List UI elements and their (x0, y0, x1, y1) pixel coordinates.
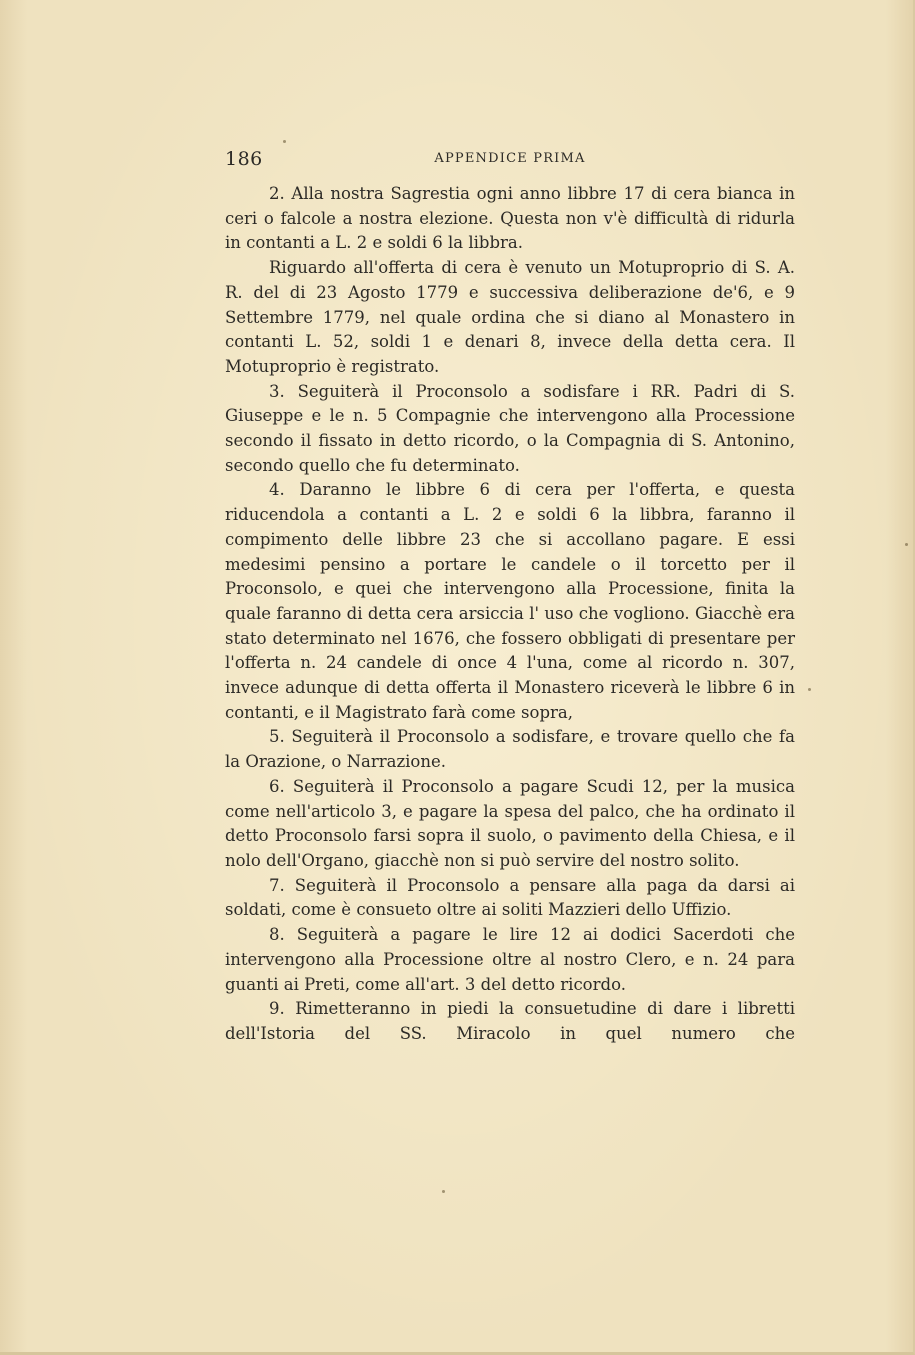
paragraph-motuproprio: Riguardo all'offerta di cera è venuto un Motuproprio di S. A. R. del di 23 Agosto 1779 e successiva deliberazione de'6, e 9 Settembre 1779, nel quale ordina che si diano al Monastero in contanti L. 52, soldi 1 e denari 8, invece della detta cera. Il Motuproprio è registrato. (225, 258, 795, 376)
running-title: APPENDICE PRIMA (434, 151, 586, 166)
paper-speck (905, 543, 908, 546)
body-text (225, 182, 795, 1047)
paragraph-item-7: 7. Seguiterà il Proconsolo a pensare alla paga da darsi ai soldati, come è consueto oltre ai soliti Mazzieri dello Uffizio. (225, 875, 795, 920)
paragraph-item-3: 3. Seguiterà il Proconsolo a sodisfare i RR. Padri di S. Giuseppe e le n. 5 Compagnie che intervengono alla Processione secondo il fissato in detto ricordo, o la Compagnia di S. Antonino, secondo quello che fu determinato. (225, 381, 795, 475)
paragraph-item-5: 5. Seguiterà il Proconsolo a sodisfare, e trovare quello che fa la Orazione, o Narrazione. (225, 727, 795, 772)
paper-speck (808, 688, 811, 691)
paper-speck (442, 1190, 445, 1193)
paper-speck (283, 140, 286, 143)
paragraph-item-8: 8. Seguiterà a pagare le lire 12 ai dodici Sacerdoti che intervengono alla Processione oltre al nostro Clero, e n. 24 para guanti ai Preti, come all'art. 3 del detto ricordo. (225, 925, 795, 994)
paragraph-item-9: 9. Rimetteranno in piedi la consuetudine di dare i libretti dell'Istoria del SS. Miracolo in quel numero che (225, 999, 795, 1043)
paragraph-item-4: 4. Daranno le libbre 6 di cera per l'offerta, e questa riducendola a contanti a L. 2 e soldi 6 la libbra, faranno il compimento delle libbre 23 che si accollano pagare. E essi medesimi pensino a portare le candele o il torcetto per il Proconsolo, e quei che intervengono alla Processione, finita la quale faranno di detta cera arsiccia l' uso che vogliono. Giacchè era stato determinato nel 1676, che fossero obbligati di presentare per l'offerta n. 24 candele di once 4 l'una, come al ricordo n. 307, invece adunque di detta offerta il Monastero riceverà le libbre 6 in contanti, e il Magistrato farà come sopra, (225, 480, 795, 722)
paragraph-item-2: 2. Alla nostra Sagrestia ogni anno libbre 17 di cera bianca in ceri o falcole a nostra elezione. Questa non v'è difficultà di ridurla in contanti a L. 2 e soldi 6 la libbra. (225, 184, 795, 253)
paragraph-item-6: 6. Seguiterà il Proconsolo a pagare Scudi 12, per la musica come nell'articolo 3, e pagare la spesa del palco, che ha ordinato il detto Proconsolo farsi sopra il suolo, o pavimento della Chiesa, e il nolo dell'Organo, giacchè non si può servire del nostro solito. (225, 776, 795, 870)
page-number: 186 (225, 148, 263, 170)
page-header (225, 148, 795, 172)
